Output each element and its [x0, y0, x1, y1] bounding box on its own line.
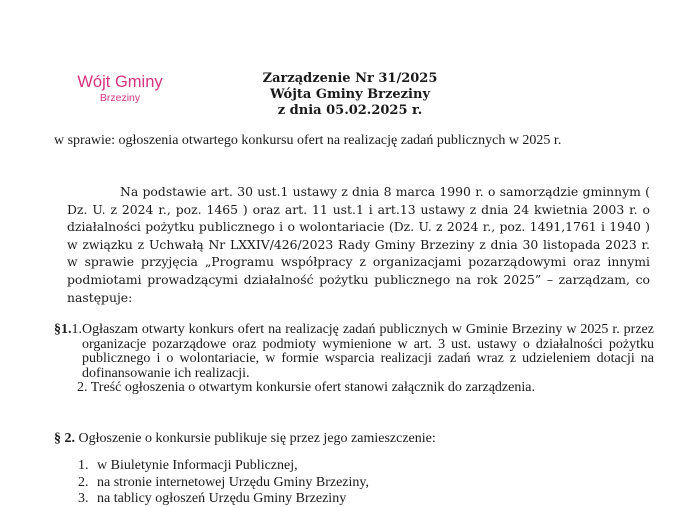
list-item — [78, 475, 369, 492]
paragraph-1-item-2 — [54, 381, 654, 396]
list-item — [78, 458, 369, 475]
list-item-text: w Biuletynie Informacji Publicznej, — [97, 458, 298, 473]
item-number: 1. — [71, 322, 82, 337]
list-item-text: na tablicy ogłoszeń Urzędu Gminy Brzeziny — [97, 491, 347, 506]
list-item — [78, 491, 369, 508]
item-text: Ogłaszam otwarty konkurs ofert na realizację zadań publicznych w Gminie Brzeziny w 2025 r. przez organizacje pozarządowe oraz podmioty wymienione w art. 3 ust. ustawy o działalności pożytku publicznego i o wolontariacie, w formie wsparcia realizacji zadań wraz z udzieleniem dotacji na dofinansowanie ich realizacji. — [82, 322, 654, 381]
list-item-number: 2. — [78, 474, 89, 490]
list-item-number: 1. — [78, 458, 89, 473]
issuer: Wójta Gminy Brzeziny — [269, 87, 430, 102]
item-text: Treść ogłoszenia o otwartym konkursie ofert stanowi załącznik do zarządzenia. — [90, 380, 535, 396]
paragraph-2-label: § 2. — [54, 431, 75, 446]
publication-list — [78, 458, 369, 508]
logo — [72, 73, 168, 104]
document-heading — [210, 71, 490, 119]
paragraph-1-label: §1. — [54, 322, 72, 337]
paragraph-1-item-1 — [54, 323, 654, 381]
item-number: 2. — [77, 380, 88, 396]
paragraph-1 — [54, 323, 654, 396]
logo-sub-text: Brzeziny — [99, 92, 141, 104]
logo-main-text: Wójt Gminy — [77, 73, 163, 91]
paragraph-2 — [54, 431, 436, 447]
list-item-number: 3. — [78, 491, 89, 506]
ordinance-number: Zarządzenie Nr 31/2025 — [262, 71, 438, 86]
document-subject: w sprawie: ogłoszenia otwartego konkursu ofert na realizację zadań publicznych w 2025 r. — [54, 133, 562, 148]
issue-date: z dnia 05.02.2025 r. — [277, 103, 423, 118]
legal-basis-paragraph: Na podstawie art. 30 ust.1 ustawy z dnia 8 marca 1990 r. o samorządzie gminnym ( Dz. U. z 2024 r., poz. 1465 ) oraz art. 11 ust.1 i art.13 ustawy z dnia 24 kwietnia 2003 r. o działalności pożytku publicznego i o wolontariacie (Dz. U. z 2024 r., poz. 1491,1761 i 1940 ) w związku z Uchwałą Nr LXXIV/426/2023 Rady Gminy Brzeziny z dnia 30 listopada 2023 r. w sprawie przyjęcia „Programu współpracy z organizacjami pozarządowymi oraz innymi podmiotami prowadzącymi działalność pożytku publicznego na rok 2025” – zarządzam, co następuje: — [67, 184, 650, 305]
list-item-text: na stronie internetowej Urzędu Gminy Brzeziny, — [97, 474, 370, 490]
paragraph-2-text: Ogłoszenie o konkursie publikuje się przez jego zamieszczenie: — [78, 431, 436, 446]
